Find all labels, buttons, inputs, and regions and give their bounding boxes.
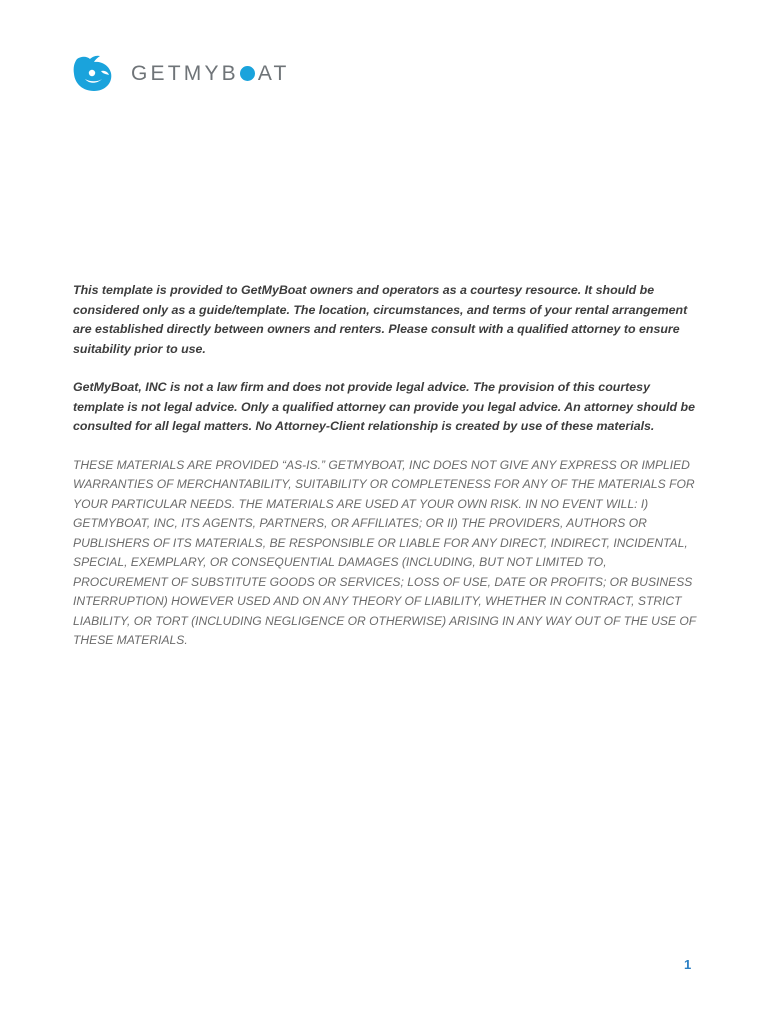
brand-dot bbox=[240, 66, 255, 81]
brand-logo bbox=[71, 53, 290, 93]
page-number: 1 bbox=[684, 957, 692, 972]
brand-name-start: GETMYB bbox=[131, 61, 239, 85]
legal-advice-paragraph: GetMyBoat, INC is not a law firm and does not provide legal advice. The provision of this courtesy template is not legal advice. Only a qualified attorney can provide you legal advice. An attorney should be consulted for all legal matters. No Attorney-Client relationship is created by use of these materials. bbox=[73, 380, 695, 433]
disclaimer-paragraph: THESE MATERIALS ARE PROVIDED “AS-IS.” GETMYBOAT, INC DOES NOT GIVE ANY EXPRESS OR IMPLIED WARRANTIES OF MERCHANTABILITY, SUITABILITY OR COMPLETENESS FOR ANY OF THE MATERIALS FOR YOUR PARTICULAR NEEDS. THE MATERIALS ARE USED AT YOUR OWN RISK. IN NO EVENT WILL: I) GETMYBOAT, INC, ITS AGENTS, PARTNERS, OR AFFILIATES; OR II) THE PROVIDERS, AUTHORS OR PUBLISHERS OF ITS MATERIALS, BE RESPONSIBLE OR LIABLE FOR ANY DIRECT, INDIRECT, INCIDENTAL, SPECIAL, EXEMPLARY, OR CONSEQUENTIAL DAMAGES (INCLUDING, BUT NOT LIMITED TO, PROCUREMENT OF SUBSTITUTE GOODS OR SERVICES; LOSS OF USE, DATE OR PROFITS; OR BUSINESS INTERRUPTION) HOWEVER USED AND ON ANY THEORY OF LIABILITY, WHETHER IN CONTRACT, STRICT LIABILITY, OR TORT (INCLUDING NEGLIGENCE OR OTHERWISE) ARISING IN ANY WAY OUT OF THE USE OF THESE MATERIALS. bbox=[73, 457, 696, 647]
brand-name-end: AT bbox=[257, 61, 290, 85]
brand-wordmark bbox=[131, 63, 290, 84]
document-body bbox=[73, 281, 703, 651]
whale-icon bbox=[71, 53, 115, 93]
template-notice-paragraph: This template is provided to GetMyBoat owners and operators as a courtesy resource. It should be considered only as a guide/template. The location, circumstances, and terms of your rental arrangement are established directly between owners and renters. Please consult with a qualified attorney to ensure suitability prior to use. bbox=[73, 283, 688, 356]
